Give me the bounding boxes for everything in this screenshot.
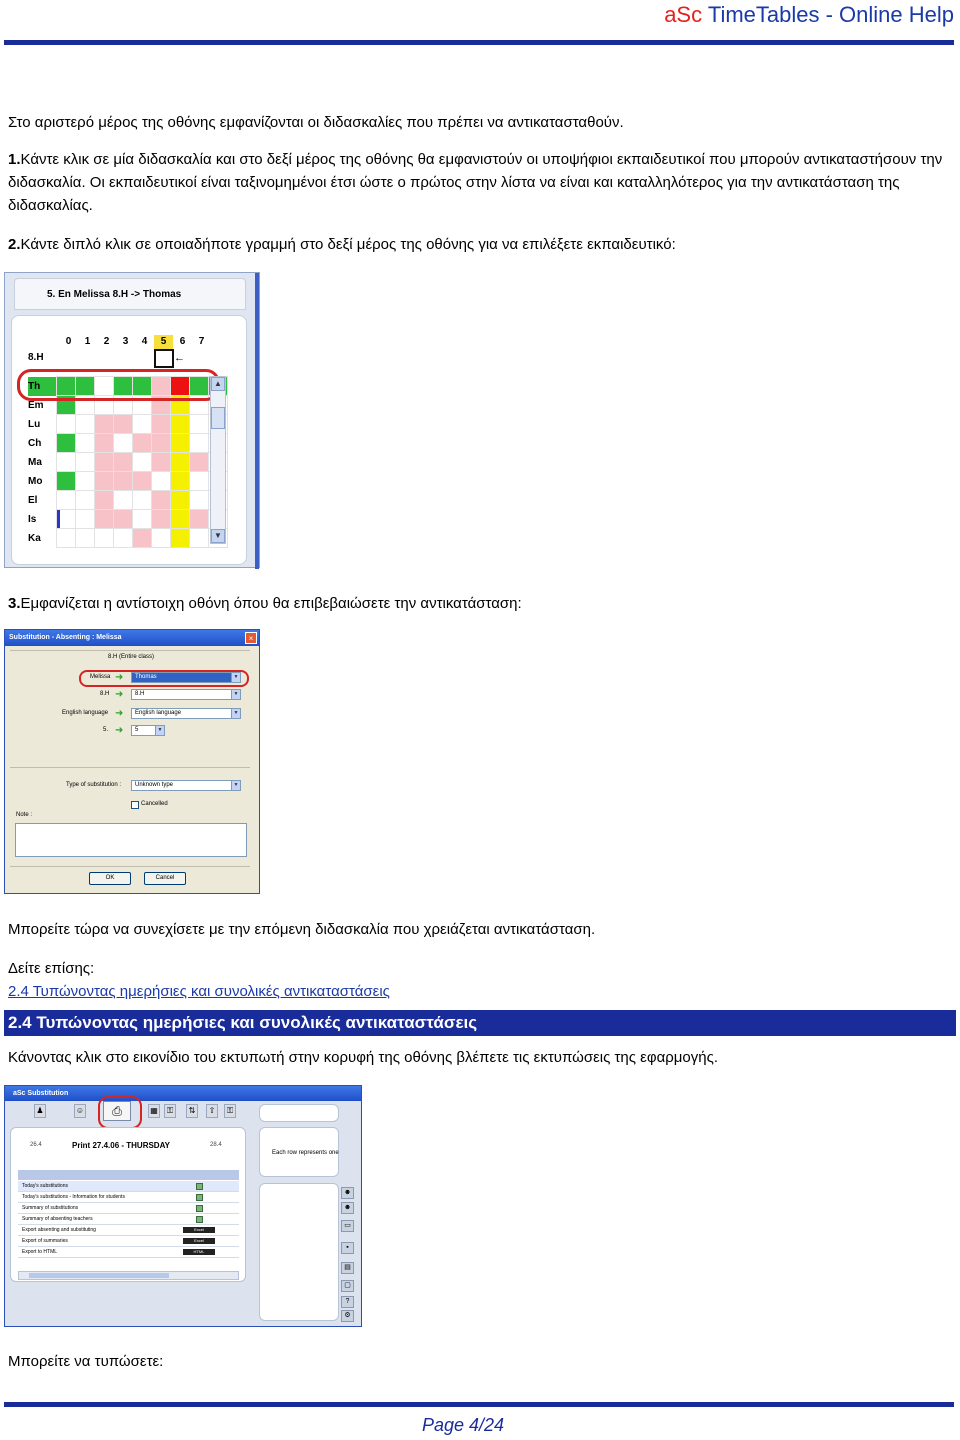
arrow-left-icon: ←: [174, 352, 185, 364]
help-title: [664, 2, 954, 28]
grid-cell[interactable]: [114, 453, 132, 471]
grid-cell[interactable]: [114, 434, 132, 452]
chevron-down-icon[interactable]: ▼: [231, 781, 240, 790]
grid-scrollbar[interactable]: [210, 376, 226, 544]
step1-paragraph: [8, 148, 948, 217]
period-number: 7: [198, 336, 205, 347]
grid-cell[interactable]: [171, 510, 189, 528]
subject-row-label: English language: [62, 710, 109, 716]
grid-cell[interactable]: [95, 472, 113, 490]
grid-cell[interactable]: [114, 491, 132, 509]
disk-icon[interactable]: ▪: [341, 1242, 354, 1254]
dialog-separator: [10, 650, 250, 651]
close-icon[interactable]: ×: [245, 632, 257, 644]
people-icon[interactable]: ☻: [341, 1202, 354, 1214]
grid-cell[interactable]: [171, 529, 189, 547]
grid-cell[interactable]: [190, 434, 208, 452]
grid-cell[interactable]: [152, 529, 170, 547]
chevron-down-icon[interactable]: ▼: [231, 673, 240, 682]
grid-cell[interactable]: [114, 472, 132, 490]
teacher-row-label[interactable]: Ka: [28, 533, 41, 544]
arrow-right-icon: ➜: [115, 708, 124, 719]
dialog-separator: [10, 866, 250, 867]
print-menu-item[interactable]: [18, 1247, 239, 1258]
subject-select-value: English language: [135, 710, 182, 716]
grid-cell[interactable]: [57, 510, 75, 528]
grid-cell[interactable]: [152, 415, 170, 433]
selected-period-box: [154, 349, 174, 368]
scroll-down-icon[interactable]: ▼: [211, 529, 225, 543]
grid-cell[interactable]: [114, 415, 132, 433]
chevron-down-icon[interactable]: ▼: [231, 690, 240, 699]
print-menu-label: Export of summaries: [22, 1238, 68, 1244]
grid-cell[interactable]: [152, 472, 170, 490]
grid-cell[interactable]: [190, 529, 208, 547]
period-select[interactable]: [131, 725, 165, 736]
right-lower-panel: [259, 1183, 339, 1321]
note-textarea[interactable]: [15, 823, 247, 857]
teacher-highlight-oval: [79, 670, 249, 687]
period-number: 6: [179, 336, 186, 347]
teacher-icon[interactable]: ♟: [34, 1104, 46, 1118]
grid-cell[interactable]: [76, 491, 94, 509]
preview-icon: [196, 1194, 203, 1201]
grid-cell[interactable]: [95, 491, 113, 509]
window-edge: [255, 273, 259, 569]
grid-cell[interactable]: [171, 453, 189, 471]
cancelled-label: Cancelled: [141, 801, 168, 807]
print-menu-label: Export to HTML: [22, 1249, 58, 1255]
print-window-title: aSc Substitution: [5, 1086, 361, 1101]
up-arrow-icon[interactable]: ⇧: [206, 1104, 218, 1118]
continue-paragraph: Μπορείτε τώρα να συνεχίσετε με την επόμενη διδασκαλία που χρειάζεται αντικατάσταση.: [8, 921, 596, 938]
subject-select[interactable]: [131, 708, 241, 719]
dialog-title: Substitution - Absenting : Melissa: [5, 630, 259, 646]
teacher-row-label[interactable]: Th: [28, 377, 56, 396]
print-menu-item[interactable]: [18, 1225, 239, 1236]
print-menu-label: Summary of absenting teachers: [22, 1216, 93, 1222]
grid-cell[interactable]: [57, 434, 75, 452]
lesson-tab: 5. En Melissa 8.H -> Thomas: [14, 278, 246, 310]
teacher-row-label[interactable]: Mo: [28, 476, 43, 487]
grid-cell[interactable]: [152, 510, 170, 528]
teacher-row-label[interactable]: Is: [28, 514, 37, 525]
scroll-thumb[interactable]: [29, 1273, 169, 1278]
info-panel-text: Each row represents one: [272, 1150, 339, 1156]
grid-cell[interactable]: [114, 529, 132, 547]
dialog-separator: [10, 767, 250, 768]
grid-cell[interactable]: [95, 415, 113, 433]
people-icon[interactable]: ☻: [341, 1187, 354, 1199]
header-rule: [4, 40, 954, 45]
step2-text: Κάντε διπλό κλικ σε οποιαδήποτε γραμμή στο δεξί μέρος της οθόνης για να επιλέξετε εκπαιδευτικό:: [20, 236, 676, 253]
printer-highlight-oval: [98, 1096, 142, 1129]
grid-cell[interactable]: [171, 491, 189, 509]
calendar-icon[interactable]: ▦: [148, 1104, 160, 1118]
print-menu-label: Export absenting and substituting: [22, 1227, 96, 1233]
arrow-right-icon: ➜: [115, 672, 124, 683]
see-also-link[interactable]: 2.4 Τυπώνοντας ημερήσιες και συνολικές αντικαταστάσεις: [8, 983, 390, 1000]
period-row-label: 5.: [103, 727, 109, 733]
step2-paragraph: [8, 233, 948, 256]
grid-cell[interactable]: [133, 453, 151, 471]
print-paragraph: Μπορείτε να τυπώσετε:: [8, 1353, 164, 1370]
export-badge: Excel: [183, 1238, 215, 1244]
table-icon[interactable]: ▤: [341, 1262, 354, 1274]
chevron-down-icon[interactable]: ▼: [155, 726, 164, 735]
step3-paragraph: [8, 592, 948, 615]
grid-cell[interactable]: [171, 472, 189, 490]
arrow-right-icon: ➜: [115, 725, 124, 736]
print-menu-item[interactable]: [18, 1192, 239, 1203]
print-menu-item[interactable]: [18, 1214, 239, 1225]
print-list-header: [18, 1170, 239, 1180]
teacher-row-label[interactable]: El: [28, 495, 38, 506]
period-number: 3: [122, 336, 129, 347]
grid-cell[interactable]: [171, 415, 189, 433]
period-number: 1: [84, 336, 91, 347]
people-icon[interactable]: ☺: [74, 1104, 86, 1118]
class-select-value: 8.H: [135, 691, 145, 697]
teacher-row-label[interactable]: Ch: [28, 438, 42, 449]
tools-icon[interactable]: ⚙: [341, 1310, 354, 1322]
grid-cell[interactable]: [190, 472, 208, 490]
print-list-scrollbar[interactable]: [18, 1271, 239, 1280]
grid-cell[interactable]: [152, 453, 170, 471]
bus-icon[interactable]: ▭: [341, 1220, 354, 1232]
grid-cell[interactable]: [95, 529, 113, 547]
teacher-row-label[interactable]: Lu: [28, 419, 41, 430]
step1-text: Κάντε κλικ σε μία διδασκαλία και στο δεξί μέρος της οθόνης θα εμφανιστούν οι υποψήφιοι εκπαιδευτικοί που μπορούν αντικαταστήσουν την διδασκαλία. Οι εκπαιδευτικοί είναι ταξινομημένοι έτσι ώστε ο πρώτος στην λίστα να είναι και καταλληλότερος για την αντικατάσταση της διδασκαλίας.: [8, 151, 943, 214]
grid-cell[interactable]: [95, 453, 113, 471]
type-select[interactable]: [131, 780, 241, 791]
step2-number: 2.: [8, 236, 21, 253]
transfer-icon[interactable]: ⇅: [186, 1104, 198, 1118]
grid-cell[interactable]: [95, 434, 113, 452]
cancel-button[interactable]: Cancel: [144, 872, 186, 885]
grid-cell[interactable]: [133, 434, 151, 452]
substitute-teacher-value: Thomas: [135, 674, 157, 680]
section-heading: 2.4 Τυπώνοντας ημερήσιες και συνολικές αντικαταστάσεις: [4, 1010, 956, 1036]
print-menu-item[interactable]: [18, 1181, 239, 1192]
grid-cell[interactable]: [190, 415, 208, 433]
scroll-thumb[interactable]: [211, 407, 225, 429]
highlight-oval: [17, 369, 220, 401]
printer-icon[interactable]: ⎙: [103, 1101, 131, 1121]
class-row-label: 8.H: [100, 691, 110, 697]
window-icon[interactable]: ▢: [341, 1280, 354, 1292]
print-menu-label: Summary of substitutions: [22, 1205, 79, 1211]
period-number: 4: [141, 336, 148, 347]
preview-icon: [196, 1205, 203, 1212]
grid-cell[interactable]: [57, 529, 75, 547]
grid-cell[interactable]: [114, 510, 132, 528]
class-text: 8.H (Entire class): [108, 654, 155, 660]
prev-date[interactable]: 26.4: [30, 1142, 42, 1148]
grid-cell[interactable]: [95, 510, 113, 528]
grid-cell[interactable]: [57, 491, 75, 509]
export-badge: HTML: [183, 1249, 215, 1255]
grid-cell[interactable]: [133, 529, 151, 547]
grid-cell[interactable]: [57, 453, 75, 471]
next-date[interactable]: 28.4: [210, 1142, 222, 1148]
period-number: 0: [65, 336, 72, 347]
note-label: Note :: [16, 812, 33, 818]
chevron-down-icon[interactable]: ▼: [231, 709, 240, 718]
help-title-text: TimeTables - Online Help: [702, 2, 954, 27]
arrow-right-icon: ➜: [115, 689, 124, 700]
period-number: 2: [103, 336, 110, 347]
print-menu-item[interactable]: [18, 1236, 239, 1247]
grid-cell[interactable]: [76, 453, 94, 471]
print-date-title: Print 27.4.06 - THURSDAY: [72, 1141, 170, 1150]
type-label: Type of substitution :: [66, 782, 122, 788]
grid-cell[interactable]: [76, 472, 94, 490]
print-menu-item[interactable]: [18, 1203, 239, 1214]
cancelled-checkbox[interactable]: [131, 801, 139, 809]
teacher-row-label[interactable]: Em: [28, 400, 44, 411]
section-paragraph: Κάνοντας κλικ στο εικονίδιο του εκτυπωτή στην κορυφή της οθόνης βλέπετε τις εκτυπώσεις της εφαρμογής.: [8, 1049, 718, 1066]
teacher-row-label[interactable]: Ma: [28, 457, 42, 468]
help-icon[interactable]: ?: [341, 1296, 354, 1308]
see-also-label: Δείτε επίσης:: [8, 960, 95, 977]
class-label: 8.H: [28, 352, 44, 363]
step3-text: Εμφανίζεται η αντίστοιχη οθόνη όπου θα επιβεβαιώσετε την αντικατάσταση:: [20, 595, 522, 612]
grid-cell[interactable]: [190, 510, 208, 528]
print-menu-label: Today's substitutions - Information for students: [22, 1194, 125, 1200]
period-select-value: 5: [135, 727, 139, 733]
grid-cell[interactable]: [190, 453, 208, 471]
top-right-panel: [259, 1104, 339, 1122]
type-select-value: Unknown type: [135, 782, 174, 788]
brand-name: aSc: [664, 2, 703, 27]
ok-button[interactable]: OK: [89, 872, 131, 885]
grid-cell[interactable]: [133, 472, 151, 490]
step3-number: 3.: [8, 595, 21, 612]
grid-cell[interactable]: [133, 415, 151, 433]
lock-icon[interactable]: ⚿: [224, 1104, 236, 1118]
export-badge: Excel: [183, 1227, 215, 1233]
period-number: 5: [154, 335, 173, 349]
grid-cell[interactable]: [171, 434, 189, 452]
class-select[interactable]: [131, 689, 241, 700]
absent-teacher-label: Melissa: [90, 674, 111, 680]
grid-cell[interactable]: [57, 415, 75, 433]
grid-cell[interactable]: [57, 472, 75, 490]
page-number: Page 4/24: [421, 1415, 505, 1435]
grid-cell[interactable]: [76, 510, 94, 528]
footer-rule: [4, 1402, 954, 1407]
grid-cell[interactable]: [76, 529, 94, 547]
step1-number: 1.: [8, 151, 21, 168]
grid-cell[interactable]: [190, 491, 208, 509]
grid-cell[interactable]: [76, 434, 94, 452]
grid-cell[interactable]: [152, 434, 170, 452]
grid-cell[interactable]: [133, 491, 151, 509]
print-menu-label: Today's substitutions: [22, 1183, 68, 1189]
preview-icon: [196, 1216, 203, 1223]
grid-cell[interactable]: [133, 510, 151, 528]
scroll-up-icon[interactable]: ▲: [211, 377, 225, 391]
lock-icon[interactable]: ⚿: [164, 1104, 176, 1118]
intro-paragraph: Στο αριστερό μέρος της οθόνης εμφανίζονται οι διδασκαλίες που πρέπει να αντικατασταθούν.: [8, 114, 624, 131]
grid-cell[interactable]: [152, 491, 170, 509]
preview-icon: [196, 1183, 203, 1190]
grid-cell[interactable]: [76, 415, 94, 433]
